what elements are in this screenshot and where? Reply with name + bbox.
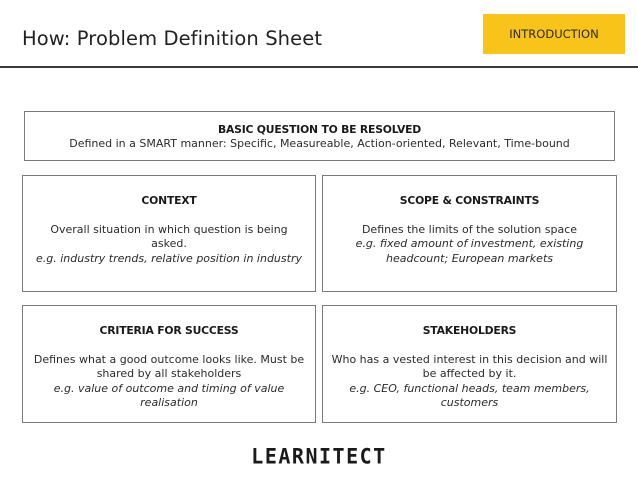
basic-question-description: Defined in a SMART manner: Specific, Measureable, Action-oriented, Relevant, Time-bound	[69, 137, 570, 151]
context-box	[22, 175, 316, 292]
scope-example: e.g. fixed amount of investment, existing headcount; European markets	[355, 237, 584, 265]
criteria-example: e.g. value of outcome and timing of value realisation	[53, 381, 285, 409]
basic-question-heading: BASIC QUESTION TO BE RESOLVED	[217, 123, 422, 136]
basic-question-box	[24, 111, 615, 161]
title-divider	[0, 66, 638, 68]
criteria-description: Defines what a good outcome looks like. Must be shared by all stakeholders	[33, 353, 305, 381]
scope-heading: SCOPE & CONSTRAINTS	[399, 194, 540, 207]
context-description: Overall situation in which question is being asked.	[50, 223, 288, 251]
scope-box	[322, 175, 617, 292]
section-badge: INTRODUCTION	[483, 14, 625, 54]
context-example: e.g. industry trends, relative position in industry	[36, 251, 302, 265]
page-title: How: Problem Definition Sheet	[22, 27, 323, 50]
stakeholders-box	[322, 305, 617, 423]
stakeholders-example: e.g. CEO, functional heads, team members, customers	[349, 381, 590, 409]
stakeholders-heading: STAKEHOLDERS	[422, 324, 517, 337]
scope-description: Defines the limits of the solution space	[361, 223, 578, 237]
stakeholders-description: Who has a vested interest in this decision and will be affected by it.	[331, 353, 608, 381]
criteria-box	[22, 305, 316, 423]
criteria-heading: CRITERIA FOR SUCCESS	[99, 324, 239, 337]
learnitect-logo: LEARNITECT	[251, 443, 387, 469]
context-heading: CONTEXT	[141, 194, 197, 207]
